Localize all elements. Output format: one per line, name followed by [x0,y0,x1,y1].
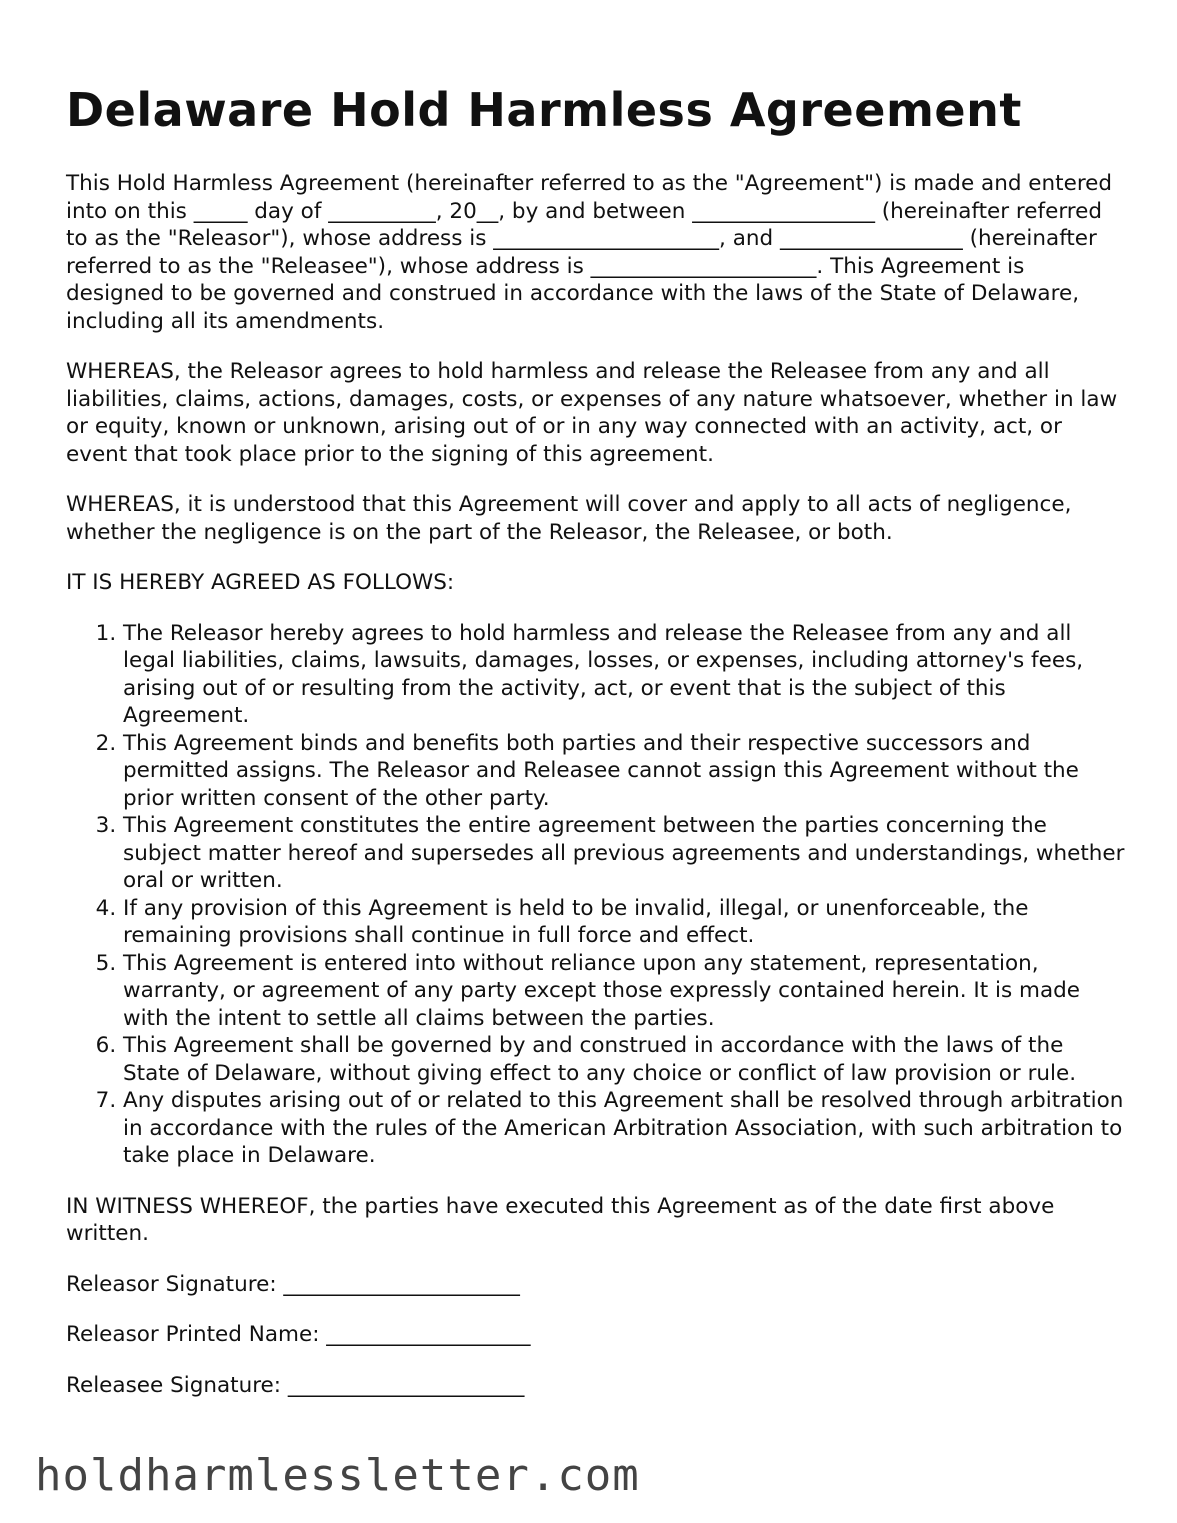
witness-paragraph: IN WITNESS WHEREOF, the parties have executed this Agreement as of the date first above written. [66,1193,1055,1246]
document-title: Delaware Hold Harmless Agreement [66,83,1022,137]
whereas-paragraph-1: WHEREAS, the Releasor agrees to hold harmless and release the Releasee from any and all liabilities, claims, actions, damages, costs, or expenses of any nature whatsoever, whether in law or equity, known or unknown, arising out of or in any way connected with an activity, act, or event that took place prior to the signing of this agreement. [66,359,1118,467]
releasor-printed-name-line: Releasor Printed Name: ___________________ [66,1322,531,1347]
clause-item: 7. Any disputes arising out of or related to this Agreement shall be resolved through arbitration in accordance with the rules of the American Arbitration Association, with such arbitration to take place in Delaware. [123,1087,1126,1170]
whereas-paragraph-2: WHEREAS, it is understood that this Agreement will cover and apply to all acts of negligence, whether the negligence is on the part of the Releasor, the Releasee, or both. [66,492,1072,545]
agreed-heading: IT IS HEREBY AGREED AS FOLLOWS: [66,570,455,595]
clause-list [66,620,1126,1170]
clause-item: 5. This Agreement is entered into without reliance upon any statement, representation, warranty, or agreement of any party except those expressly contained herein. It is made with the intent to settle all claims between the parties. [123,950,1126,1033]
clause-item: 1. The Releasor hereby agrees to hold harmless and release the Releasee from any and all legal liabilities, claims, lawsuits, damages, losses, or expenses, including attorney's fees, arising out of or resulting from the activity, act, or event that is the subject of this Agreement. [123,620,1126,730]
clause-item: 6. This Agreement shall be governed by and construed in accordance with the laws of the State of Delaware, without giving effect to any choice or conflict of law provision or rule. [123,1032,1126,1087]
releasee-signature-line: Releasee Signature: ______________________ [66,1372,525,1398]
intro-paragraph: This Hold Harmless Agreement (hereinafter referred to as the "Agreement") is made and entered into on this _____ day of __________, 20__, by and between _________________ (hereinafter referred to as the "Releasor"), whose address is _____________________, and _________________ (hereinafter referred to as the "Releasee"), whose address is _____________________. This Agreement is designed to be governed and construed in accordance with the laws of the State of Delaware, including all its amendments. [66,171,1113,334]
site-watermark: holdharmlessletter.com [35,1450,640,1501]
clause-item: 4. If any provision of this Agreement is held to be invalid, illegal, or unenforceable, the remaining provisions shall continue in full force and effect. [123,895,1126,950]
clause-item: 2. This Agreement binds and benefits both parties and their respective successors and permitted assigns. The Releasor and Releasee cannot assign this Agreement without the prior written consent of the other party. [123,730,1126,813]
releasor-signature-line: Releasor Signature: ______________________ [66,1271,520,1297]
agreement-document [66,80,1126,1422]
clause-item: 3. This Agreement constitutes the entire agreement between the parties concerning the subject matter hereof and supersedes all previous agreements and understandings, whether oral or written. [123,812,1126,895]
